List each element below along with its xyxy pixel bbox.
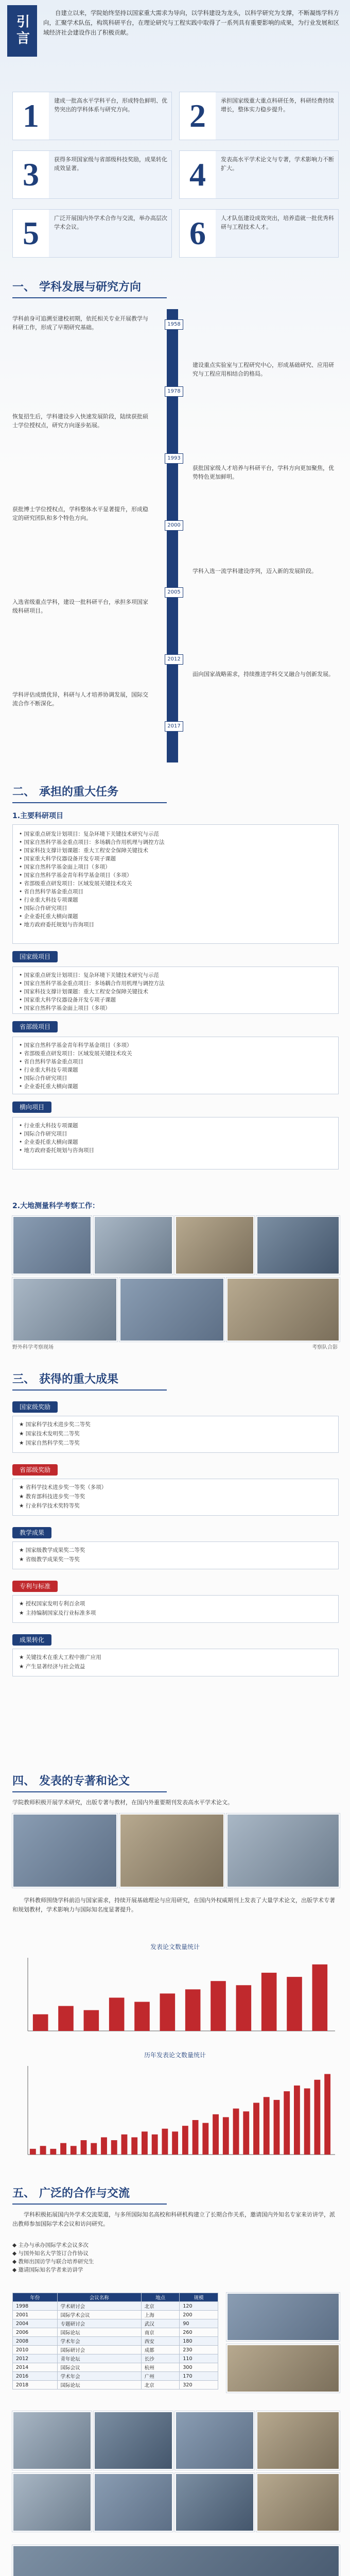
- bar: [324, 2074, 330, 2155]
- section-achievements: [12, 1370, 338, 1391]
- bar: [60, 2143, 66, 2155]
- table-row: [13, 2346, 218, 2354]
- project-list-provincial: [12, 1037, 339, 1094]
- table-cell: 长沙: [141, 2354, 180, 2363]
- project-item: • 国际合作研究项目: [19, 905, 67, 911]
- project-item: • 国际合作研究项目: [19, 1131, 67, 1137]
- bar: [294, 2086, 300, 2155]
- group-photo-banner: [12, 2545, 340, 2576]
- cooperation-photo: [256, 2411, 340, 2470]
- table-cell: 国际论坛: [57, 2328, 141, 2337]
- project-item: • 国家自然科学基金青年科学基金项目（多项）: [19, 872, 132, 878]
- intro-text: 自建立以来，学院始终坚持以国家重大需求为导向，以学科建设为龙头，以科学研究为支撑，不断凝练学科方向，汇聚学术队伍，构筑科研平台，在理论研究与工程实践中取得了一系列具有重要影响的成果，为行业发展和区域经济社会建设作出了积极贡献。: [43, 9, 339, 36]
- section-number: 一、: [12, 280, 36, 293]
- bar: [131, 2137, 137, 2155]
- bar: [50, 2149, 56, 2155]
- bar: [202, 2123, 208, 2155]
- achievement-item: ★ 国家技术发明奖二等奖: [19, 1431, 80, 1437]
- book-photo: [119, 1814, 224, 1888]
- table-row: [13, 2354, 218, 2363]
- bar: [58, 2006, 74, 2031]
- bar: [314, 2080, 320, 2155]
- table-cell: 北京: [141, 2302, 180, 2311]
- section-title: [12, 2184, 338, 2200]
- cooperation-bullet: ◆ 主办与承办国际学术会议多次: [12, 2242, 89, 2248]
- project-item: • 企业委托重大横向课题: [19, 1139, 78, 1145]
- achievement-item: ★ 产生显著经济与社会效益: [19, 1664, 85, 1670]
- section-title-text: 承担的重大任务: [39, 785, 119, 798]
- section-title-text: 广泛的合作与交流: [39, 2187, 130, 2199]
- project-item: • 国家重大科学仪器设备开发专项子课题: [19, 997, 116, 1003]
- table-cell: 杭州: [141, 2363, 180, 2372]
- bar: [284, 2091, 290, 2155]
- section-number: 四、: [12, 1774, 36, 1787]
- section-title-text: 获得的重大成果: [39, 1372, 119, 1385]
- section-publications: [12, 1772, 338, 1792]
- cooperation-photo: [175, 2411, 254, 2470]
- table-row: [13, 2302, 218, 2311]
- table-cell: 学术研讨会: [57, 2302, 141, 2311]
- survey-photo: [12, 1278, 117, 1342]
- bar: [101, 2137, 107, 2155]
- category-pill: 国家级项目: [12, 951, 58, 962]
- table-cell: 2010: [13, 2346, 58, 2354]
- conference-table: [12, 2293, 218, 2389]
- table-cell: 南京: [141, 2328, 180, 2337]
- timeline-entry: 建设重点实验室与工程研究中心，形成基础研究、应用研究与工程应用相结合的格局。: [192, 362, 334, 377]
- bar: [109, 1997, 125, 2031]
- bar: [264, 2097, 270, 2155]
- section-divider: [12, 1389, 167, 1391]
- achievement-category: 成果转化: [12, 1634, 51, 1646]
- project-item: • 国家自然科学基金重点项目：多场耦合作用机理与调控方法: [19, 980, 165, 987]
- bar: [287, 1977, 302, 2031]
- timeline-entry: 学科前身可追溯至建校初期，依托相关专业开展教学与科研工作，形成了早期研究基础。: [12, 315, 148, 331]
- cooperation-bullet: ◆ 与国外知名大学签订合作协议: [12, 2250, 89, 2257]
- subsection-survey: [12, 1200, 338, 1211]
- bar: [111, 2140, 117, 2155]
- table-row: [13, 2319, 218, 2328]
- achievement-category: 国家级奖励: [12, 1401, 58, 1413]
- bar: [223, 2117, 229, 2155]
- photo-caption: 野外科学考察现场: [12, 1345, 54, 1350]
- section-title-text: 发表的专著和论文: [39, 1774, 130, 1787]
- project-item: • 国家自然科学基金面上项目（多项）: [19, 864, 111, 870]
- card-number: 3: [13, 151, 49, 198]
- bar: [236, 1985, 252, 2031]
- table-cell: 2004: [13, 2319, 58, 2328]
- table-cell: 170: [180, 2372, 218, 2381]
- timeline-entry: 面向国家战略需求，持续推进学科交叉融合与创新发展。: [192, 671, 334, 677]
- bar: [71, 2146, 77, 2155]
- project-rows: [19, 1041, 332, 1091]
- bar: [185, 1989, 201, 2031]
- summary-card: [179, 209, 339, 258]
- card-text: 广泛开展国内外学术合作与交流，举办高层次学术会议。: [54, 215, 167, 230]
- project-item: • 地方政府委托规划与咨询项目: [19, 1147, 95, 1154]
- achievement-list: [12, 1479, 339, 1516]
- survey-photo: [226, 1278, 340, 1342]
- project-item: • 省自然科学基金重点项目: [19, 1059, 84, 1065]
- timeline-year: 1978年: [165, 386, 183, 397]
- publications-lead: 学院教师积极开展学术研究，出版专著与教材，在国内外重要期刊发表高水平学术论文。: [12, 1799, 233, 1806]
- category-pill: 省部级项目: [12, 1021, 58, 1032]
- table-cell: 国际研讨会: [57, 2346, 141, 2354]
- bar: [142, 2131, 148, 2155]
- achievement-item: ★ 国家级教学成果奖二等奖: [19, 1547, 85, 1553]
- achievement-category: 专利与标准: [12, 1581, 58, 1592]
- bar: [213, 2114, 219, 2155]
- achievement-item: ★ 关键技术在重大工程中推广应用: [19, 1654, 101, 1660]
- project-item: • 省自然科学基金重点项目: [19, 889, 84, 895]
- achievement-item: ★ 国家科学技术进步奖二等奖: [19, 1421, 91, 1428]
- card-number: 1: [13, 92, 49, 140]
- project-rows: [19, 971, 332, 1012]
- achievement-item: ★ 行业科学技术奖特等奖: [19, 1503, 80, 1509]
- table-cell: 广州: [141, 2372, 180, 2381]
- table-cell: 90: [180, 2319, 218, 2328]
- project-item: • 行业重大科技专项课题: [19, 1067, 78, 1073]
- bar: [274, 2100, 280, 2155]
- photo-caption: 考察队合影: [312, 1345, 338, 1350]
- achievement-item: ★ 国家自然科学奖二等奖: [19, 1440, 80, 1446]
- section-divider: [12, 2204, 167, 2205]
- card-text: 承担国家级重大重点科研任务，科研经费持续增长，整体实力稳步提升。: [221, 97, 334, 113]
- project-item: • 行业重大科技专项课题: [19, 897, 78, 903]
- table-cell: 180: [180, 2337, 218, 2346]
- table-cell: 2018: [13, 2381, 58, 2389]
- table-cell: 2014: [13, 2363, 58, 2372]
- timeline-entry: 恢复招生后，学科建设步入快速发展阶段，陆续获批硕士学位授权点，研究方向逐步拓展。: [12, 413, 148, 429]
- table-cell: 1998: [13, 2302, 58, 2311]
- project-item: • 国际合作研究项目: [19, 1075, 67, 1081]
- project-item: • 国家科技支撑计划课题：重大工程安全保障关键技术: [19, 989, 149, 995]
- bar: [134, 2002, 150, 2031]
- book-photo: [226, 1814, 340, 1888]
- project-item: • 国家自然科学基金面上项目（多项）: [19, 1005, 111, 1011]
- achievement-list: [12, 1595, 339, 1623]
- summary-card: [12, 150, 172, 199]
- card-text: 建成一批高水平学科平台，形成特色鲜明、优势突出的学科体系与研究方向。: [54, 97, 167, 113]
- achievement-list: [12, 1649, 339, 1676]
- bar: [121, 2134, 128, 2155]
- timeline-entry: 学科评估成绩优异，科研与人才培养协调发展，国际交流合作不断深化。: [12, 691, 148, 707]
- card-number: 6: [180, 210, 216, 257]
- bar: [160, 1993, 176, 2031]
- cooperation-photo: [226, 2344, 340, 2393]
- table-row: [13, 2311, 218, 2319]
- table-row: [13, 2381, 218, 2389]
- timeline-year: 1958年: [165, 319, 183, 330]
- table-row: [13, 2363, 218, 2372]
- table-cell: 2001: [13, 2311, 58, 2319]
- timeline-entry: 学科入选一流学科建设序列，迈入新的发展阶段。: [192, 568, 317, 574]
- table-row: [13, 2372, 218, 2381]
- papers-chart: [12, 1954, 338, 2041]
- table-cell: 专题研讨会: [57, 2319, 141, 2328]
- cooperation-photo: [175, 2473, 254, 2532]
- section-title: [12, 783, 338, 799]
- table-cell: 国际会议: [57, 2363, 141, 2372]
- cooperation-paragraph: 学科积极拓展国内外学术交流渠道，与多所国际知名高校和科研机构建立了长期合作关系，邀请国内外知名专家来访讲学，派出教师参加国际学术会议和访问研究。: [12, 2211, 335, 2227]
- project-item: • 地方政府委托规划与咨询项目: [19, 922, 95, 928]
- survey-photo: [175, 1216, 254, 1275]
- section-title: [12, 278, 338, 294]
- section-number: 二、: [12, 785, 36, 798]
- section-title: [12, 1772, 338, 1788]
- timeline-entry: 获批国家级人才培养与科研平台，学科方向更加聚焦，优势特色更加鲜明。: [192, 465, 334, 480]
- table-cell: 120: [180, 2302, 218, 2311]
- table-cell: 230: [180, 2346, 218, 2354]
- achievement-item: ★ 主持编制国家及行业标准多项: [19, 1610, 96, 1616]
- section-title: [12, 1370, 338, 1386]
- cooperation-photo: [12, 2473, 92, 2532]
- cooperation-photo: [12, 2411, 92, 2470]
- chart-title: 历年发表论文数量统计: [144, 2052, 206, 2059]
- bar: [182, 2126, 188, 2155]
- bar: [30, 2149, 36, 2155]
- timeline-year: 1993年: [165, 453, 183, 464]
- table-cell: 2016: [13, 2372, 58, 2381]
- table-cell: 北京: [141, 2381, 180, 2389]
- table-row: [13, 2328, 218, 2337]
- section-cooperation: [12, 2184, 338, 2205]
- publications-paragraph: 学科教师围绕学科前沿与国家需求，持续开展基础理论与应用研究，在国内外权威期刊上发表了大量学术论文，出版学术专著和规划教材，学术影响力与国际知名度显著提升。: [12, 1897, 335, 1913]
- project-rows: [19, 830, 332, 929]
- table-row: [13, 2337, 218, 2346]
- table-cell: 320: [180, 2381, 218, 2389]
- papers-history-chart: [12, 2062, 338, 2165]
- table-cell: 260: [180, 2328, 218, 2337]
- bar: [192, 2120, 199, 2155]
- bar: [162, 2129, 168, 2155]
- project-item: • 省部级重点研发项目：区域发展关键技术攻关: [19, 880, 132, 887]
- table-cell: 2008: [13, 2337, 58, 2346]
- bar: [81, 2140, 87, 2155]
- bar: [304, 2089, 310, 2155]
- project-item: • 国家重点研发计划项目：复杂环境下关键技术研究与示范: [19, 972, 160, 978]
- card-text: 人才队伍建设成效突出，培养造就一批优秀科研与工程技术人才。: [221, 215, 334, 230]
- table-cell: 国际学术会议: [57, 2311, 141, 2319]
- table-cell: 学术年会: [57, 2337, 141, 2346]
- section-tasks: [12, 783, 338, 821]
- timeline-year: 2012年: [165, 654, 183, 665]
- chart-title: 发表论文数量统计: [150, 1943, 200, 1951]
- achievement-item: ★ 教育部科技进步奖一等奖: [19, 1494, 85, 1500]
- card-text: 发表高水平学术论文与专著，学术影响力不断扩大。: [221, 156, 334, 172]
- achievement-item: ★ 省级教学成果奖一等奖: [19, 1556, 80, 1563]
- summary-card: [12, 92, 172, 140]
- achievement-item: ★ 授权国家发明专利百余项: [19, 1601, 85, 1607]
- subsection-title: 1.主要科研项目: [12, 812, 64, 820]
- achievement-list: [12, 1541, 339, 1569]
- project-item: • 国家科技支撑计划课题：重大工程安全保障关键技术: [19, 848, 149, 854]
- bar: [33, 2014, 48, 2031]
- subsection-title: 2.大地测量科学考察工作：: [12, 1202, 100, 1210]
- table-cell: 武汉: [141, 2319, 180, 2328]
- table-cell: 成都: [141, 2346, 180, 2354]
- bar: [233, 2109, 239, 2155]
- cooperation-bullet: ◆ 邀请国际知名学者来访讲学: [12, 2267, 83, 2273]
- table-header: 地点: [141, 2293, 180, 2302]
- timeline-year: 2000年: [165, 520, 183, 531]
- section-discipline: [12, 278, 338, 298]
- table-cell: 2012: [13, 2354, 58, 2363]
- achievement-category: 省部级奖励: [12, 1464, 58, 1476]
- table-cell: 2006: [13, 2328, 58, 2337]
- bar: [84, 2010, 99, 2031]
- project-item: • 企业委托重大横向课题: [19, 913, 78, 920]
- bar: [172, 2131, 178, 2155]
- table-cell: 200: [180, 2311, 218, 2319]
- summary-card: [179, 150, 339, 199]
- project-item: • 国家重点研发计划项目：复杂环境下关键技术研究与示范: [19, 831, 160, 837]
- table-cell: 西安: [141, 2337, 180, 2346]
- section-divider: [12, 1791, 167, 1792]
- timeline-year: 2017年: [165, 721, 183, 732]
- section-number: 三、: [12, 1372, 36, 1385]
- survey-photo: [12, 1216, 92, 1275]
- achievement-category: 教学成果: [12, 1527, 51, 1538]
- survey-photo: [256, 1216, 340, 1275]
- summary-card: [179, 92, 339, 140]
- card-text: 获得多项国家级与省部级科技奖励，成果转化成效显著。: [54, 156, 167, 172]
- project-item: • 国家自然科学基金重点项目：多场耦合作用机理与调控方法: [19, 839, 165, 845]
- cooperation-photo: [94, 2411, 173, 2470]
- project-list-national: [12, 967, 339, 1014]
- survey-photo: [119, 1278, 224, 1342]
- timeline: [12, 309, 338, 773]
- card-number: 5: [13, 210, 49, 257]
- bar: [253, 2103, 259, 2155]
- intro: [7, 5, 343, 77]
- survey-photo: [94, 1216, 173, 1275]
- card-number: 4: [180, 151, 216, 198]
- table-cell: 青年论坛: [57, 2354, 141, 2363]
- table-cell: 110: [180, 2354, 218, 2363]
- project-item: • 省部级重点研发项目：区域发展关键技术攻关: [19, 1050, 132, 1057]
- table-cell: 上海: [141, 2311, 180, 2319]
- cooperation-bullets: [12, 2241, 338, 2274]
- bar: [261, 1973, 277, 2031]
- intro-badge: 引言: [7, 5, 37, 57]
- project-item: • 国家自然科学基金青年科学基金项目（多项）: [19, 1042, 132, 1048]
- project-list-horizontal: [12, 1117, 339, 1170]
- table-header: 会议名称: [57, 2293, 141, 2302]
- table-cell: 300: [180, 2363, 218, 2372]
- timeline-entry: 入选省级重点学科，建设一批科研平台，承担多项国家级科研项目。: [12, 599, 148, 614]
- summary-card: [12, 209, 172, 258]
- bar: [91, 2143, 97, 2155]
- achievement-list: [12, 1416, 339, 1453]
- section-title-text: 学科发展与研究方向: [39, 280, 142, 293]
- project-list: [12, 824, 339, 944]
- timeline-year: 2005年: [165, 587, 183, 598]
- cooperation-photo: [226, 2293, 340, 2341]
- table-header: 年份: [13, 2293, 58, 2302]
- project-item: • 行业重大科技专项课题: [19, 1123, 78, 1129]
- cooperation-bullet: ◆ 教师出国访学与联合培养研究生: [12, 2259, 94, 2265]
- section-divider: [12, 802, 167, 803]
- achievement-groups: [12, 1401, 338, 1762]
- section-divider: [12, 297, 167, 298]
- cooperation-photo: [256, 2473, 340, 2532]
- table-cell: 学术年会: [57, 2372, 141, 2381]
- section-number: 五、: [12, 2187, 36, 2199]
- bar: [40, 2146, 46, 2155]
- card-number: 2: [180, 92, 216, 140]
- cooperation-photo: [94, 2473, 173, 2532]
- project-item: • 国家重大科学仪器设备开发专项子课题: [19, 856, 116, 862]
- project-item: • 企业委托重大横向课题: [19, 1083, 78, 1090]
- bar: [211, 1981, 226, 2031]
- bar: [152, 2134, 158, 2155]
- table-header: 规模: [180, 2293, 218, 2302]
- table-cell: 国际论坛: [57, 2381, 141, 2389]
- book-photo: [12, 1814, 117, 1888]
- project-rows: [19, 1122, 332, 1155]
- bar: [312, 1964, 328, 2031]
- timeline-entry: 获批博士学位授权点，学科整体水平显著提升，形成稳定的研究团队和多个特色方向。: [12, 506, 148, 521]
- achievement-item: ★ 省科学技术进步奖一等奖（多项）: [19, 1484, 107, 1490]
- category-pill: 横向项目: [12, 1101, 51, 1113]
- bar: [243, 2111, 249, 2155]
